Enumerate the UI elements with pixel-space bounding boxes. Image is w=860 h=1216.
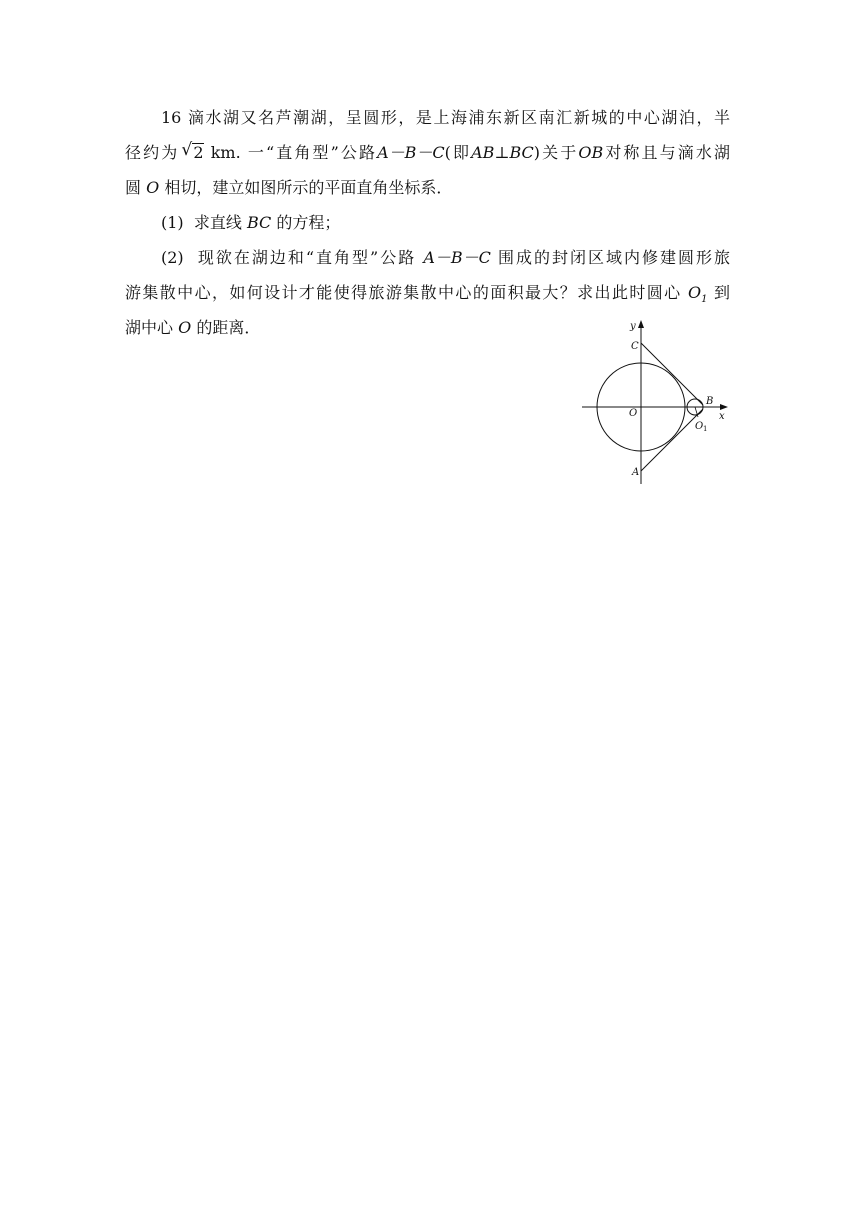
label-o1-subscript: 1 [703, 425, 708, 433]
question-2-text-c: 游集散中心，如何设计才能使得旅游集散中心的面积最大？求出此时圆心 [125, 283, 682, 302]
question-2-text-d: 到 [713, 283, 730, 302]
lake-center-o-label: O [178, 318, 192, 337]
question-1 [125, 205, 730, 240]
center-o1-subscript: 1 [701, 294, 708, 306]
road-segment-bc [641, 343, 703, 405]
label-o: O [629, 408, 638, 419]
center-o1-letter: O [688, 283, 702, 302]
label-y: y [630, 321, 636, 332]
radius-prefix: 径约为 [125, 143, 180, 162]
coordinate-figure-svg [578, 316, 738, 492]
line-bc-label: BC [246, 213, 272, 232]
radius-unit-text: km. 一“直角型”公路 [203, 143, 378, 162]
circle-o-label: O [146, 178, 160, 197]
symmetry-text: )关于 [533, 143, 579, 162]
y-axis-arrow-icon [638, 320, 644, 328]
label-o1: O [695, 421, 704, 432]
problem-line-2 [125, 135, 730, 170]
road-name: A－B－C [377, 143, 445, 162]
road-segment-ab [641, 409, 703, 471]
question-1-text-b: 的方程； [276, 213, 341, 232]
sqrt-radicand: 2 [193, 143, 204, 162]
problem-text [125, 100, 730, 345]
question-2-road-name: A－B－C [423, 248, 491, 267]
tangent-text: 对称且与滴水湖 [603, 143, 730, 162]
sqrt-sign-icon: √ [181, 140, 193, 160]
question-2-marker: (2) [161, 248, 184, 267]
circle-word: 圆 [125, 178, 142, 197]
problem-line-3 [125, 170, 730, 205]
question-2-text-a: 现欲在湖边和“直角型”公路 [197, 248, 417, 267]
segment-ob: OB [578, 143, 604, 162]
question-1-text-a: 求直线 [193, 213, 242, 232]
coordinate-system-text: 相切，建立如图所示的平面直角坐标系． [164, 178, 453, 197]
label-x: x [719, 411, 725, 422]
question-1-marker: (1) [161, 213, 184, 232]
question-2-line-2 [125, 275, 730, 310]
question-2-line-1 [125, 240, 730, 275]
label-a: A [632, 467, 640, 478]
x-axis-arrow-icon [720, 404, 728, 410]
question-2-text-b: 围成的封闭区域内修建圆形旅 [497, 248, 730, 267]
label-c: C [631, 341, 639, 352]
question-2-text-e: 湖中心 [125, 318, 174, 337]
paren-open-text: (即 [444, 143, 472, 162]
center-o1-label [688, 283, 708, 306]
problem-line-1-text: 滴水湖又名芦潮湖，呈圆形，是上海浦东新区南汇新城的中心湖泊，半 [187, 108, 730, 127]
perpendicular-expression: AB⊥BC [471, 143, 534, 162]
problem-number: 16 [161, 108, 182, 127]
label-b: B [706, 396, 714, 407]
coordinate-figure [578, 316, 738, 492]
question-2-text-f: 的距离． [196, 318, 261, 337]
problem-line-1 [125, 100, 730, 135]
sqrt-expression [181, 135, 203, 170]
